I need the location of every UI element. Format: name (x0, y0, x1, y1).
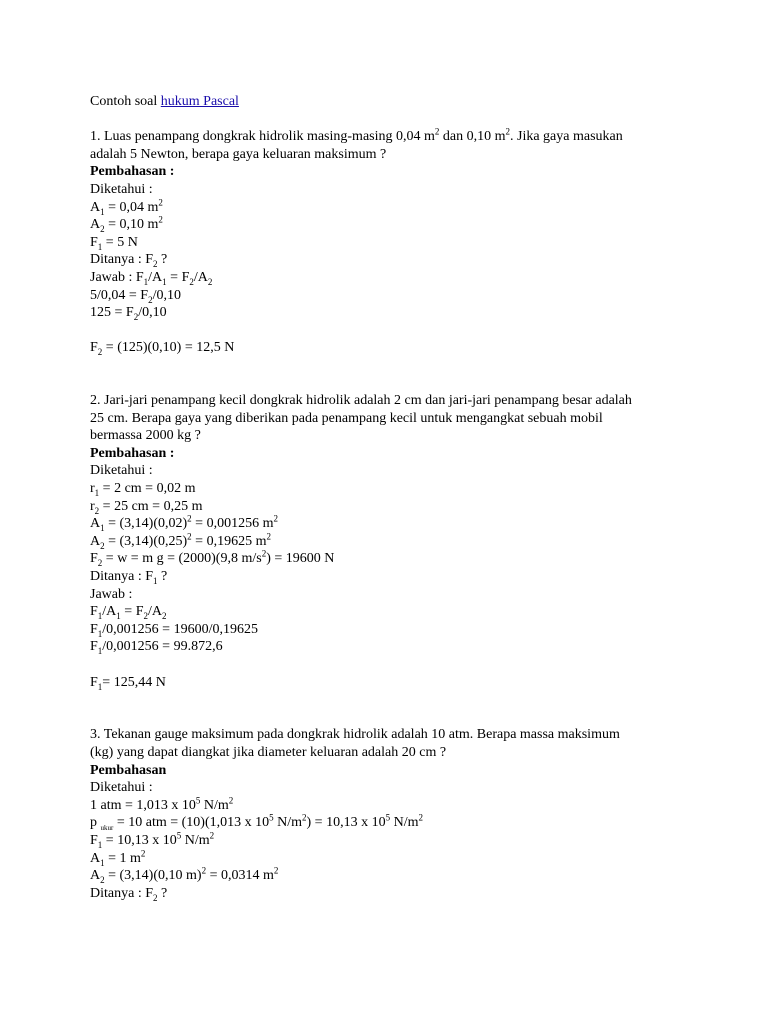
question-1 (90, 128, 710, 357)
q3-pembahasan-label: Pembahasan (90, 762, 167, 778)
q3-a1: $A_1 = 1$ $m^2$ (90, 847, 146, 868)
q2-question-line3: bermassa 2000 kg ? (90, 428, 201, 444)
q1-a2: $A_2 = 0,10$ $m^2$ (90, 214, 163, 234)
question-2 (90, 392, 710, 691)
q1-a1: $A_1 = 0,04$ $m^2$ (90, 196, 163, 217)
q2-diketahui-label: Diketahui : (90, 463, 153, 479)
q3-a2: $A_2 = (3,14)(0,10$ m)$^2$ = 0,0314 $m^2$ (90, 865, 279, 885)
q3-diketahui-label: Diketahui : (90, 780, 153, 796)
question-3 (90, 726, 710, 902)
q1-pembahasan-label: Pembahasan : (90, 164, 175, 180)
q2-step1: $F_1/0,001256 = 19600/0,19625$ (90, 621, 258, 639)
q2-a2: $A_2 = (3,14)(0,25)^2 = 0,19625$ $m^2$ (90, 531, 271, 551)
q1-result: $F_2 = (125)(0,10) = 12,5$ N (90, 340, 235, 358)
q2-ditanya: Ditanya : $F_1$ ? (90, 569, 168, 586)
q1-question-line2: adalah 5 Newton, berapa gaya keluaran maksimum ? (90, 146, 387, 162)
q2-result: $F_1= 125,44$ N (90, 674, 166, 692)
hukum-pascal-link[interactable]: hukum Pascal (160, 94, 239, 109)
q3-ditanya: Ditanya : $F_2$ ? (90, 885, 168, 903)
q2-pembahasan-label: Pembahasan : (90, 445, 175, 461)
q1-step1: $5/0,04 = F_2/0,10$ (90, 287, 181, 305)
q2-jawab-label: Jawab : (90, 586, 133, 602)
q2-f2: $F_2 = w = m$ g = (2000)(9,8 $m/s^2) = 19600$ N (90, 548, 335, 569)
q1-step2: $125 = F_2/0,10$ (90, 305, 167, 322)
q2-question-line1: 2. Jari-jari penampang kecil dongkrak hidrolik adalah 2 cm dan jari-jari penampang besar adalah (90, 393, 632, 409)
q2-step2: $F_1/0,001256 = 99.872,6$ (90, 639, 223, 657)
document-title: Contoh soal hukum Pascal (90, 94, 239, 109)
q1-diketahui-label: Diketahui : (90, 181, 153, 197)
q1-ditanya: Ditanya : $F_2$ ? (90, 252, 168, 270)
q3-f1: $F_1 = 10,13$ x $10^5$ $N/m^2$ (90, 830, 215, 850)
q1-jawab: Jawab : $F_1/A_1 = F_2/A_2$ (90, 269, 213, 287)
q2-formula: $F_1/A_1 = F_2/A_2$ (90, 604, 167, 622)
q3-question-line1: 3. Tekanan gauge maksimum pada dongkrak hidrolik adalah 10 atm. Berapa massa maksimum (90, 727, 620, 743)
q2-r2: $r_2 = 25$ cm = 0,25 m (90, 498, 203, 516)
q3-p-ukur: p $_{ukur}$ = 10 atm = (10)(1,013 x $10^5$ $N/m^2) = 10,13$ x $10^5$ $N/m^2$ (90, 812, 423, 833)
q1-question: 1. Luas penampang dongkrak hidrolik masing-masing 0,04 $m^2$ dan 0,10 $m^2$. Jika gaya masukan (90, 126, 623, 145)
q3-atm: 1 atm = 1,013 x $10^5$ $N/m^2$ (90, 795, 234, 813)
document-content (90, 93, 710, 902)
q2-a1: $A_1 = (3,14)(0,02)^2 = 0,001256$ $m^2$ (90, 513, 278, 534)
q2-question-line2: 25 cm. Berapa gaya yang diberikan pada penampang kecil untuk mengangkat sebuah mobil (90, 410, 603, 426)
q2-r1: $r_1 = 2$ cm = 0,02 m (90, 481, 196, 498)
q1-f1: $F_1 = 5$ N (90, 234, 138, 252)
q3-question-line2: (kg) yang dapat diangkat jika diameter keluaran adalah 20 cm ? (90, 744, 447, 760)
